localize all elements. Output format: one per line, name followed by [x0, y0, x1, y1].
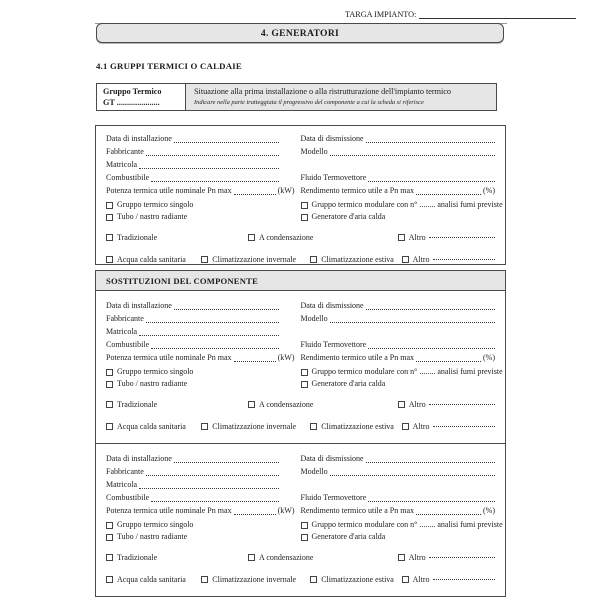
- input-line-potenza[interactable]: [234, 514, 276, 515]
- checkbox-item-generatore-aria: Generatore d'aria calda: [301, 212, 496, 222]
- input-line-matricola[interactable]: [139, 168, 278, 169]
- checkbox-row: [106, 253, 495, 266]
- label-fabbricante: Fabbricante: [106, 314, 144, 323]
- first-installation-box: [95, 125, 506, 265]
- checkbox-item-gruppo-singolo: Gruppo termico singolo: [106, 520, 301, 530]
- targa-impianto-label: TARGA IMPIANTO:: [345, 10, 417, 19]
- input-line-rendimento[interactable]: [416, 361, 481, 362]
- gruppo-termico-header: [96, 83, 497, 111]
- input-line-data-installazione[interactable]: [174, 142, 279, 143]
- checkbox[interactable]: [301, 202, 308, 209]
- checkbox[interactable]: [398, 401, 405, 408]
- field-row: [106, 170, 495, 183]
- input-line-rendimento[interactable]: [416, 514, 481, 515]
- checkbox-item-clima-invernale: Climatizzazione invernale: [201, 575, 310, 585]
- checkbox-item-altro: Altro: [402, 422, 495, 432]
- label-matricola: Matricola: [106, 480, 138, 489]
- checkbox[interactable]: [301, 369, 308, 376]
- field-row: [106, 157, 495, 170]
- checkbox-section: [106, 366, 503, 433]
- checkbox-item-acqua-calda: Acqua calda sanitaria: [106, 575, 201, 585]
- label-matricola: Matricola: [106, 160, 138, 169]
- checkbox-item-clima-estiva: Climatizzazione estiva: [310, 422, 401, 432]
- input-line-fabbricante[interactable]: [146, 322, 279, 323]
- input-line-altro[interactable]: [429, 404, 495, 405]
- checkbox[interactable]: [106, 214, 113, 221]
- input-line-modello[interactable]: [330, 322, 495, 323]
- checkbox-row: [106, 378, 495, 390]
- input-line-modello[interactable]: [330, 155, 495, 156]
- label-data-installazione: Data di installazione: [106, 454, 172, 463]
- unit-kw: (kW): [277, 186, 295, 195]
- label-combustibile: Combustibile: [106, 340, 150, 349]
- checkbox[interactable]: [106, 576, 113, 583]
- checkbox[interactable]: [398, 234, 405, 241]
- field-row: [106, 131, 495, 144]
- checkbox-section: [106, 199, 503, 266]
- field-row: [106, 144, 495, 157]
- unit-percent: (%): [483, 353, 495, 362]
- checkbox-row: [106, 199, 503, 211]
- label-fluido-termovettore: Fluido Termovettore: [300, 340, 367, 349]
- checkbox[interactable]: [398, 554, 405, 561]
- checkbox-row: [106, 398, 495, 411]
- label-matricola: Matricola: [106, 327, 138, 336]
- input-line-matricola[interactable]: [139, 335, 278, 336]
- checkbox-item-condensazione: A condensazione: [248, 553, 398, 563]
- label-fabbricante: Fabbricante: [106, 467, 144, 476]
- targa-impianto-input-line[interactable]: [419, 10, 576, 19]
- input-line-potenza[interactable]: [234, 361, 276, 362]
- checkbox-item-tradizionale: Tradizionale: [106, 400, 248, 410]
- gt-description-note: Indicare nella parte tratteggiata il progressivo del componente a cui la scheda si riferisce: [194, 98, 424, 106]
- input-line-altro[interactable]: [433, 259, 496, 260]
- checkbox[interactable]: [301, 522, 308, 529]
- label-rendimento: Rendimento termico utile a Pn max: [300, 186, 415, 195]
- checkbox[interactable]: [106, 234, 113, 241]
- checkbox-row: [106, 573, 495, 586]
- label-rendimento: Rendimento termico utile a Pn max: [300, 353, 415, 362]
- checkbox-item-clima-estiva: Climatizzazione estiva: [310, 575, 401, 585]
- checkbox[interactable]: [310, 256, 317, 263]
- field-row: [106, 503, 495, 516]
- checkbox-item-altro: Altro: [402, 575, 495, 585]
- checkbox[interactable]: [301, 381, 308, 388]
- label-data-dismissione: Data di dismissione: [300, 301, 364, 310]
- checkbox-item-gruppo-modulare: Gruppo termico modulare con n° ........ analisi fumi previste: [301, 520, 496, 530]
- input-line-data-installazione[interactable]: [174, 309, 279, 310]
- checkbox[interactable]: [106, 534, 113, 541]
- checkbox[interactable]: [106, 381, 113, 388]
- checkbox[interactable]: [402, 256, 409, 263]
- page-title: 4. GENERATORI: [260, 27, 340, 39]
- input-line-data-installazione[interactable]: [174, 462, 279, 463]
- field-row: [106, 324, 495, 337]
- input-line-fabbricante[interactable]: [146, 475, 279, 476]
- field-row: [106, 490, 495, 503]
- field-row: [106, 337, 495, 350]
- checkbox-item-condensazione: A condensazione: [248, 400, 398, 410]
- checkbox[interactable]: [248, 234, 255, 241]
- checkbox-item-altro: Altro: [398, 400, 495, 410]
- label-modello: Modello: [300, 147, 328, 156]
- gt-description: Situazione alla prima installazione o alla ristrutturazione dell'impianto termico: [194, 87, 452, 96]
- input-line-modello[interactable]: [330, 475, 495, 476]
- checkbox[interactable]: [248, 401, 255, 408]
- input-line-combustibile[interactable]: [151, 348, 278, 349]
- checkbox-item-gruppo-singolo: Gruppo termico singolo: [106, 200, 301, 210]
- label-modello: Modello: [300, 314, 328, 323]
- label-data-dismissione: Data di dismissione: [300, 454, 364, 463]
- input-line-potenza[interactable]: [234, 194, 276, 195]
- checkbox[interactable]: [106, 554, 113, 561]
- checkbox-item-gruppo-modulare: Gruppo termico modulare con n° ........ analisi fumi previste: [301, 200, 496, 210]
- input-line-fluido-termovettore[interactable]: [368, 501, 495, 502]
- checkbox-item-tubo-radiante: Tubo / nastro radiante: [106, 379, 301, 389]
- form-block-prima-installazione: [96, 126, 505, 266]
- input-line-fluido-termovettore[interactable]: [368, 348, 495, 349]
- sostituzioni-header: [96, 271, 505, 291]
- checkbox[interactable]: [301, 214, 308, 221]
- input-line-fabbricante[interactable]: [146, 155, 279, 156]
- checkbox[interactable]: [402, 576, 409, 583]
- input-line-data-dismissione[interactable]: [366, 142, 495, 143]
- form-block-sostituzione-1: [96, 291, 505, 443]
- checkbox[interactable]: [106, 522, 113, 529]
- label-potenza: Potenza termica utile nominale Pn max: [106, 353, 232, 362]
- section-title-bar: [96, 23, 504, 43]
- label-rendimento: Rendimento termico utile a Pn max: [300, 506, 415, 515]
- label-fluido-termovettore: Fluido Termovettore: [300, 493, 367, 502]
- checkbox[interactable]: [106, 256, 113, 263]
- checkbox[interactable]: [201, 576, 208, 583]
- checkbox-row: [106, 211, 495, 223]
- input-line-altro[interactable]: [433, 426, 496, 427]
- checkbox-item-acqua-calda: Acqua calda sanitaria: [106, 422, 201, 432]
- input-line-matricola[interactable]: [139, 488, 278, 489]
- checkbox-item-tradizionale: Tradizionale: [106, 553, 248, 563]
- unit-percent: (%): [483, 186, 495, 195]
- unit-percent: (%): [483, 506, 495, 515]
- input-line-rendimento[interactable]: [416, 194, 481, 195]
- gruppo-termico-gt-line[interactable]: GT .....................: [103, 98, 160, 107]
- checkbox-item-tubo-radiante: Tubo / nastro radiante: [106, 212, 301, 222]
- checkbox-item-altro: Altro: [398, 553, 495, 563]
- checkbox-row: [106, 231, 495, 244]
- sostituzioni-box: [95, 270, 506, 597]
- gruppo-termico-description-cell: [186, 84, 496, 110]
- gruppo-termico-label: Gruppo Termico: [103, 87, 162, 96]
- checkbox-item-generatore-aria: Generatore d'aria calda: [301, 379, 496, 389]
- label-potenza: Potenza termica utile nominale Pn max: [106, 506, 232, 515]
- checkbox[interactable]: [106, 202, 113, 209]
- checkbox-item-condensazione: A condensazione: [248, 233, 398, 243]
- checkbox[interactable]: [248, 554, 255, 561]
- checkbox-item-tubo-radiante: Tubo / nastro radiante: [106, 532, 301, 542]
- label-data-dismissione: Data di dismissione: [300, 134, 364, 143]
- checkbox-row: [106, 531, 495, 543]
- targa-impianto-row: [345, 10, 576, 19]
- input-line-data-dismissione[interactable]: [366, 309, 495, 310]
- checkbox-item-clima-invernale: Climatizzazione invernale: [201, 422, 310, 432]
- checkbox-item-generatore-aria: Generatore d'aria calda: [301, 532, 496, 542]
- label-combustibile: Combustibile: [106, 493, 150, 502]
- checkbox-item-altro: Altro: [402, 255, 495, 265]
- checkbox-item-clima-invernale: Climatizzazione invernale: [201, 255, 310, 265]
- label-fabbricante: Fabbricante: [106, 147, 144, 156]
- checkbox[interactable]: [310, 423, 317, 430]
- checkbox-item-tradizionale: Tradizionale: [106, 233, 248, 243]
- label-combustibile: Combustibile: [106, 173, 150, 182]
- input-line-fluido-termovettore[interactable]: [368, 181, 495, 182]
- checkbox-item-acqua-calda: Acqua calda sanitaria: [106, 255, 201, 265]
- label-data-installazione: Data di installazione: [106, 301, 172, 310]
- checkbox[interactable]: [201, 423, 208, 430]
- input-line-combustibile[interactable]: [151, 181, 278, 182]
- checkbox-item-altro: Altro: [398, 233, 495, 243]
- label-fluido-termovettore: Fluido Termovettore: [300, 173, 367, 182]
- checkbox-item-gruppo-singolo: Gruppo termico singolo: [106, 367, 301, 377]
- field-row: [106, 298, 495, 311]
- label-modello: Modello: [300, 467, 328, 476]
- checkbox-row: [106, 366, 503, 378]
- subsection-title: 4.1 GRUPPI TERMICI O CALDAIE: [96, 61, 242, 71]
- checkbox[interactable]: [106, 423, 113, 430]
- checkbox-row: [106, 551, 495, 564]
- field-row: [106, 183, 495, 196]
- input-line-data-dismissione[interactable]: [366, 462, 495, 463]
- field-row: [106, 477, 495, 490]
- checkbox[interactable]: [106, 401, 113, 408]
- checkbox[interactable]: [106, 369, 113, 376]
- form-block-sostituzione-2: [96, 444, 505, 596]
- checkbox[interactable]: [201, 256, 208, 263]
- label-data-installazione: Data di installazione: [106, 134, 172, 143]
- checkbox-item-gruppo-modulare: Gruppo termico modulare con n° ........ analisi fumi previste: [301, 367, 496, 377]
- gruppo-termico-code-cell: [97, 84, 186, 110]
- field-row: [106, 311, 495, 324]
- checkbox[interactable]: [301, 534, 308, 541]
- unit-kw: (kW): [277, 353, 295, 362]
- input-line-altro[interactable]: [429, 237, 495, 238]
- input-line-altro[interactable]: [433, 579, 496, 580]
- input-line-combustibile[interactable]: [151, 501, 278, 502]
- field-row: [106, 350, 495, 363]
- sostituzioni-header-label: SOSTITUZIONI DEL COMPONENTE: [106, 275, 259, 286]
- input-line-altro[interactable]: [429, 557, 495, 558]
- checkbox[interactable]: [310, 576, 317, 583]
- label-potenza: Potenza termica utile nominale Pn max: [106, 186, 232, 195]
- checkbox-row: [106, 519, 503, 531]
- checkbox-section: [106, 519, 503, 586]
- field-row: [106, 451, 495, 464]
- field-row: [106, 464, 495, 477]
- checkbox-item-clima-estiva: Climatizzazione estiva: [310, 255, 401, 265]
- unit-kw: (kW): [277, 506, 295, 515]
- checkbox-row: [106, 420, 495, 433]
- checkbox[interactable]: [402, 423, 409, 430]
